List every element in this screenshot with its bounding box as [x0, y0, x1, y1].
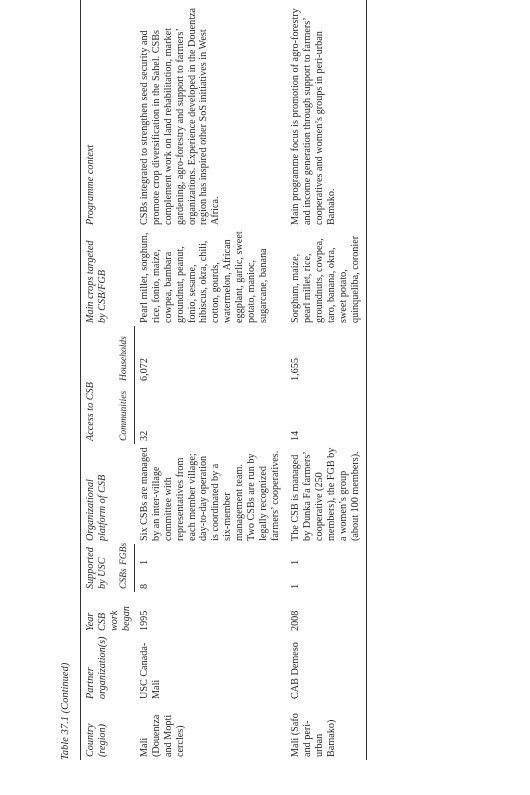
cell-year: 2008 [286, 592, 366, 634]
table-row [286, 0, 366, 760]
cell-platform: The CSB is managed by Dunka Fa farmers’ cooperative (250 members), the FGB by a women’s group (about 100 members). [286, 444, 366, 544]
header-platform: Organizational platform of CSB [81, 444, 135, 544]
header-crops: Main crops targeted by CSB/FGB [81, 228, 135, 326]
cell-fgbs: 1 [286, 544, 366, 568]
cell-context: CSBs integrated to strengthen seed security and promote crop diversification in the Sahel. CSBs complement work on land rehabilitation, market gardening, agro-forestry and support to farmers’ organizations. Experience developed in the Douentza region has inspired other SoS initiatives in West Africa. [138, 7, 222, 225]
cell-partner: CAB Demeso [286, 634, 366, 702]
table-row [135, 0, 286, 760]
header-access: Access to CSB [81, 326, 115, 444]
rotated-page [60, 0, 530, 760]
cell-partner: USC Canada-Mali [138, 642, 162, 699]
header-csbs: CSBs [115, 568, 135, 592]
header-supported: Supported by USC [81, 544, 115, 592]
cell-country: Mali (Safo and peri-urban Bamako) [286, 702, 366, 760]
cell-platform: Six CSBs are managed by an inter-village committee with representatives from each member village; day-to-day operation is coordinated by a six-member management team. Two CSBs are run by legally recognized farmers’ cooperatives. [138, 447, 282, 541]
header-country: Country (region) [81, 702, 135, 760]
cell-csbs: 1 [286, 568, 366, 592]
cell-csbs: 8 [139, 583, 151, 589]
header-households: Households [115, 326, 135, 384]
cell-year: 1995 [138, 610, 150, 631]
cell-crops: Pearl millet, sorghum, rice, fonio, maize, cowpea, bambara groundnut, peanut, fonio, sesame, hibiscus, okra, chili, cotton, gourds, watermelon, African eggplant, garlic, sweet potato, manioc, sugarcane, banana [138, 231, 270, 323]
header-fgbs: FGBs [115, 544, 135, 568]
header-partner: Partner organization(s) [81, 634, 135, 702]
header-context: Programme context [81, 0, 135, 228]
crop-seed-bank-table [80, 0, 367, 760]
cell-country: Mali (Douentza and Mopti cercles) [138, 714, 186, 757]
header-year: Year CSB work began [81, 592, 135, 634]
cell-fgbs: 1 [139, 559, 151, 565]
cell-households: 1,655 [286, 326, 366, 384]
cell-communities: 32 [139, 430, 151, 441]
cell-context: Main programme focus is promotion of agro-forestry and income generation through support to farmers’ cooperatives and women’s groups in peri-urban Bamako. [286, 0, 366, 228]
table-caption: Table 37.1 (Continued) [60, 662, 71, 760]
cell-households: 6,072 [139, 358, 151, 381]
cell-crops: Sorghum, maize, pearl millet, rice, groundnuts, cowpea, taro, banana, okra, sweet potato, quinqueliba, coronier [286, 228, 366, 326]
header-communities: Communities [115, 384, 135, 444]
cell-communities: 14 [286, 384, 366, 444]
